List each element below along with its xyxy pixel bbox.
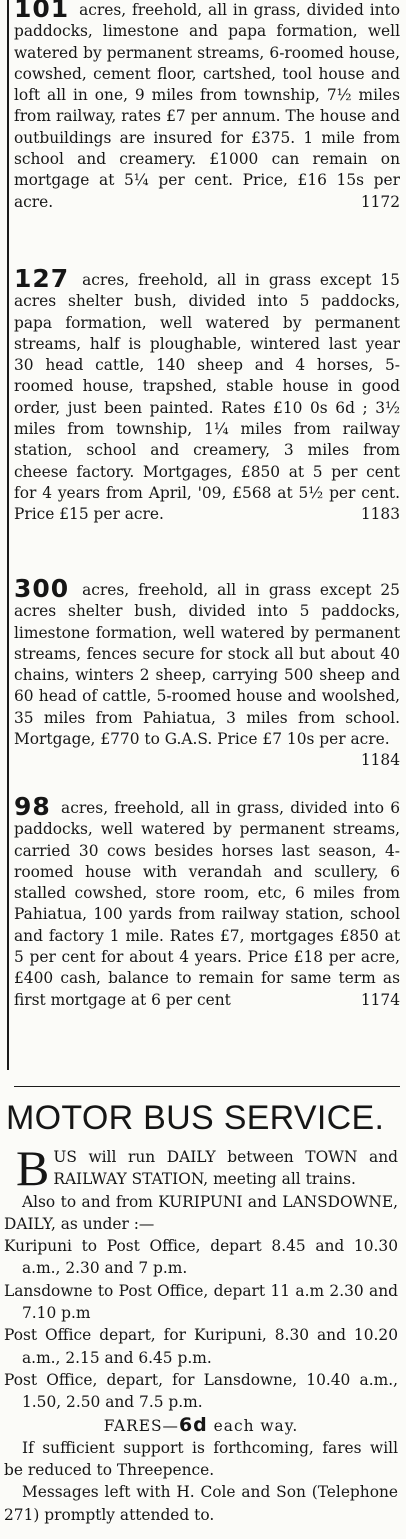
fares-line [4,1414,398,1437]
listing-ref: 1174 [360,990,400,1009]
motor-bus-advert [4,1098,398,1526]
bus-intro [4,1140,398,1196]
timetable-line: Post Office, depart, for Lansdowne, 10.40 a.m., 1.50, 2.50 and 7.5 p.m. [4,1370,398,1412]
bus-intro-text: US will run DAILY between TOWN and RAILWAY STATION, meeting all trains. [53,1148,398,1189]
timetable-line: Lansdowne to Post Office, depart 11 a.m 2.30 and 7.10 p.m [4,1281,398,1323]
fares-amount: 6d [178,1413,208,1436]
bus-body [4,1140,398,1526]
fares-suffix: each way. [213,1416,299,1435]
listing-ref: 1183 [360,505,400,524]
bus-also: Also to and from KURIPUNI and LANSDOWNE, DAILY, as under :— [4,1192,398,1233]
listing-acres: 300 [14,574,70,603]
messages-note: Messages left with H. Cole and Son (Telephone 271) promptly attended to. [4,1483,398,1524]
listing-acres: 127 [14,264,70,293]
listing-text: acres, freehold, all in grass except 25 acres shelter bush, divided into 5 paddocks, limestone formation, well watered by permanent streams, fences secure for stock all but about 40 chains, winters 2 sheep, carrying 500 sheep and 60 head of cattle, 5-roomed house and woolshed, 35 miles from Pahiatua, 3 miles from school. Mortgage, £770 to G.A.S. Price £7 10s per acre. [14,581,400,749]
listing-ref: 1172 [360,192,400,211]
support-note: If sufficient support is forthcoming, fares will be reduced to Threepence. [4,1438,398,1480]
listing-text: acres, freehold, all in grass, divided into 6 paddocks, well watered by permanent streams, carried 30 cows besides horses last season, 4-roomed house with verandah and scullery, 6 stalled cowshed, store room, etc, 6 miles from Pahiatua, 100 yards from railway station, school and factory 1 mile. Rates £7, mortgages £850 at 5 per cent for about 4 years. Price £18 per acre, £400 cash, balance to remain for same term as first mortgage at 6 per cent [14,799,400,1009]
listing-text: acres, freehold, all in grass except 15 acres shelter bush, divided into 5 paddocks, papa formation, well watered by permanent streams, half is ploughable, wintered last year 30 head cattle, 140 sheep and 4 horses, 5-roomed house, trapshed, stable house in good order, just been painted. Rates £10 0s 6d ; 3½ miles from township, 1¼ miles from railway station, school and creamery, 3 miles from cheese factory. Mortgages, £850 at 5 per cent for 4 years from April, '09, £568 at 5½ per cent. Price £15 per acre. [14,271,400,524]
bus-heading: MOTOR BUS SERVICE. [6,1099,385,1137]
drop-cap: B [16,1140,50,1196]
timetable-line: Post Office depart, for Kuripuni, 8.30 and 10.20 a.m., 2.15 and 6.45 p.m. [4,1326,398,1367]
left-column-rule [7,0,9,1070]
listing-300 [14,574,400,772]
listing-text: acres, freehold, all in grass, divided into paddocks, limestone and papa formation, well watered by permanent streams, 6-roomed house, cowshed, cement floor, cartshed, tool house and loft all in one, 9 miles from township, 7½ miles from railway, rates £7 per annum. The house and outbuildings are insured for £375. 1 mile from school and creamery. £1000 can remain on mortgage at 5¼ per cent. Price, £16 15s per acre. [14,1,400,211]
listing-127 [14,264,400,526]
listing-101 [14,0,400,213]
listing-ref: 1184 [360,751,400,770]
section-divider [14,1086,400,1087]
listing-98 [14,792,400,1011]
listing-acres: 101 [14,0,70,23]
listing-acres: 98 [14,792,51,821]
timetable-line: Kuripuni to Post Office, depart 8.45 and 10.30 a.m., 2.30 and 7 p.m. [4,1237,398,1278]
fares-label: FARES— [103,1416,179,1435]
